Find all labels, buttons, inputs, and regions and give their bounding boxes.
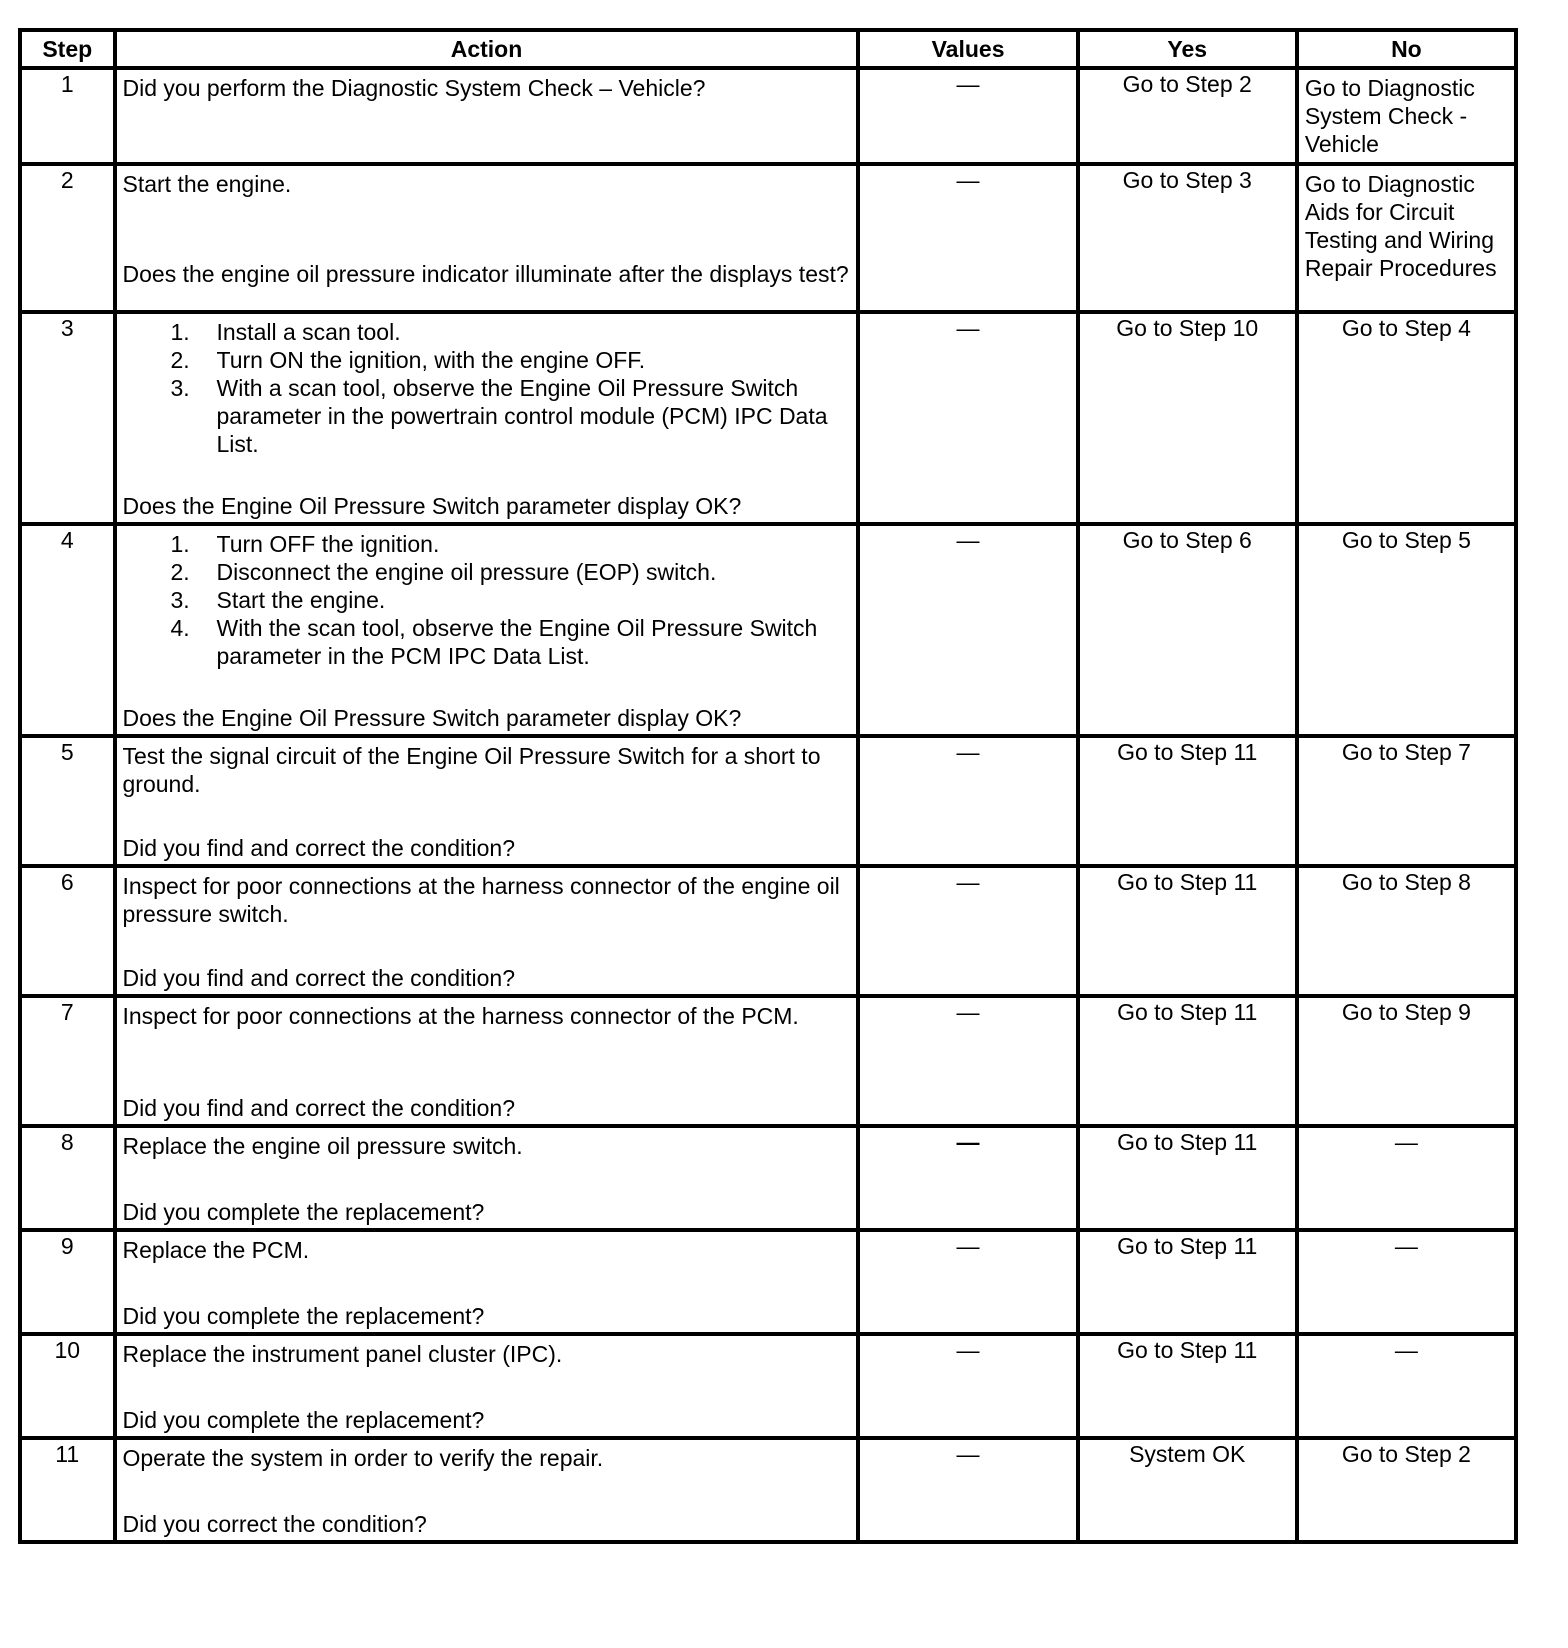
action-question: Did you complete the replacement?: [122, 1407, 485, 1433]
action-question: Did you complete the replacement?: [122, 1199, 485, 1225]
no-cell: [1297, 996, 1516, 1126]
table-row: [20, 1438, 1516, 1542]
action-question: Did you find and correct the condition?: [122, 965, 516, 991]
action-instruction: Inspect for poor connections at the harness connector of the engine oil pressure switch.: [122, 873, 840, 927]
yes-result: Go to Step 11: [1117, 1129, 1258, 1155]
list-item: Start the engine.: [216, 587, 386, 613]
no-cell: [1297, 1334, 1516, 1438]
action-question: Did you find and correct the condition?: [122, 1095, 516, 1121]
values-cell: —: [858, 736, 1077, 866]
no-cell: [1297, 1438, 1516, 1542]
yes-result: Go to Step 2: [1122, 71, 1252, 97]
step-number: 6: [20, 866, 115, 996]
action-instruction: Test the signal circuit of the Engine Oil Pressure Switch for a short to ground.: [122, 743, 821, 797]
no-cell: [1297, 736, 1516, 866]
action-cell: [115, 312, 859, 524]
yes-cell: [1078, 996, 1297, 1126]
yes-cell: [1078, 524, 1297, 736]
yes-result: Go to Step 11: [1117, 999, 1258, 1025]
no-cell: [1297, 1230, 1516, 1334]
action-question: Did you perform the Diagnostic System Check – Vehicle?: [122, 75, 706, 101]
yes-result: Go to Step 6: [1122, 527, 1252, 553]
action-instruction: Start the engine.: [122, 171, 292, 197]
action-instruction: Operate the system in order to verify the repair.: [122, 1445, 604, 1471]
step-number: 1: [20, 68, 115, 164]
yes-cell: [1078, 1334, 1297, 1438]
yes-cell: [1078, 1126, 1297, 1230]
header-no: No: [1297, 30, 1516, 68]
header-values: Values: [858, 30, 1077, 68]
action-question: Does the engine oil pressure indicator illuminate after the displays test?: [122, 261, 849, 287]
values-cell: —: [858, 524, 1077, 736]
yes-cell: [1078, 866, 1297, 996]
yes-cell: [1078, 312, 1297, 524]
step-number: 3: [20, 312, 115, 524]
no-cell: [1297, 312, 1516, 524]
values-cell: —: [858, 1230, 1077, 1334]
yes-result: Go to Step 10: [1116, 315, 1259, 341]
no-result: Go to Step 7: [1341, 739, 1471, 765]
table-row: [20, 524, 1516, 736]
no-cell: [1297, 524, 1516, 736]
values-cell: —: [858, 68, 1077, 164]
values-cell: —: [858, 996, 1077, 1126]
table-row: [20, 312, 1516, 524]
action-instruction: Replace the engine oil pressure switch.: [122, 1133, 523, 1159]
step-number: 10: [20, 1334, 115, 1438]
table-row: [20, 164, 1516, 312]
list-item: Install a scan tool.: [216, 319, 401, 345]
header-row: [20, 30, 1516, 68]
no-cell: [1297, 1126, 1516, 1230]
no-result: Go to Step 5: [1341, 527, 1471, 553]
table-row: [20, 1126, 1516, 1230]
step-number: 9: [20, 1230, 115, 1334]
header-step: Step: [20, 30, 115, 68]
yes-cell: [1078, 68, 1297, 164]
no-result: Go to Step 8: [1341, 869, 1471, 895]
action-steps-list: [123, 530, 851, 670]
header-action: Action: [115, 30, 859, 68]
table-row: [20, 68, 1516, 164]
action-cell: [115, 1230, 859, 1334]
yes-cell: [1078, 164, 1297, 312]
no-result: Go to Diagnostic Aids for Circuit Testing and Wiring Repair Procedures: [1304, 171, 1497, 281]
no-cell: [1297, 866, 1516, 996]
yes-cell: [1078, 1438, 1297, 1542]
values-cell: —: [858, 1438, 1077, 1542]
action-cell: [115, 866, 859, 996]
values-cell: —: [858, 1334, 1077, 1438]
action-question: Does the Engine Oil Pressure Switch parameter display OK?: [122, 493, 742, 519]
table-row: [20, 736, 1516, 866]
action-question: Does the Engine Oil Pressure Switch parameter display OK?: [122, 705, 742, 731]
no-result: Go to Step 9: [1341, 999, 1471, 1025]
header-yes: Yes: [1078, 30, 1297, 68]
yes-result: Go to Step 3: [1122, 167, 1252, 193]
values-cell: —: [858, 866, 1077, 996]
table-row: [20, 1334, 1516, 1438]
action-cell: [115, 68, 859, 164]
action-cell: [115, 1438, 859, 1542]
step-number: 7: [20, 996, 115, 1126]
no-result: —: [1394, 1337, 1418, 1363]
list-item: With the scan tool, observe the Engine Oil Pressure Switch parameter in the PCM IPC Data List.: [216, 615, 818, 669]
list-item: Disconnect the engine oil pressure (EOP) switch.: [216, 559, 717, 585]
action-cell: [115, 736, 859, 866]
action-question: Did you complete the replacement?: [122, 1303, 485, 1329]
step-number: 8: [20, 1126, 115, 1230]
values-cell: —: [858, 164, 1077, 312]
no-result: Go to Step 4: [1341, 315, 1471, 341]
table-row: [20, 866, 1516, 996]
no-result: —: [1394, 1233, 1418, 1259]
no-result: Go to Diagnostic System Check - Vehicle: [1304, 75, 1475, 157]
table-row: [20, 996, 1516, 1126]
diagnostic-table: [18, 28, 1518, 1544]
step-number: 2: [20, 164, 115, 312]
action-cell: [115, 1334, 859, 1438]
action-instruction: Replace the instrument panel cluster (IPC).: [122, 1341, 563, 1367]
action-question: Did you find and correct the condition?: [122, 835, 516, 861]
yes-result: Go to Step 11: [1117, 1337, 1258, 1363]
values-cell: —: [858, 312, 1077, 524]
no-result: —: [1394, 1129, 1418, 1155]
list-item: With a scan tool, observe the Engine Oil Pressure Switch parameter in the powertrain control module (PCM) IPC Data List.: [216, 375, 828, 457]
no-cell: [1297, 164, 1516, 312]
values-cell: —: [858, 1126, 1077, 1230]
yes-result: System OK: [1129, 1441, 1246, 1467]
yes-cell: [1078, 736, 1297, 866]
action-cell: [115, 1126, 859, 1230]
action-cell: [115, 164, 859, 312]
action-cell: [115, 996, 859, 1126]
action-steps-list: [123, 318, 851, 458]
table-row: [20, 1230, 1516, 1334]
action-cell: [115, 524, 859, 736]
action-instruction: Replace the PCM.: [122, 1237, 310, 1263]
yes-result: Go to Step 11: [1117, 739, 1258, 765]
step-number: 4: [20, 524, 115, 736]
action-instruction: Inspect for poor connections at the harness connector of the PCM.: [122, 1003, 799, 1029]
yes-result: Go to Step 11: [1117, 869, 1258, 895]
step-number: 5: [20, 736, 115, 866]
yes-cell: [1078, 1230, 1297, 1334]
list-item: Turn ON the ignition, with the engine OFF.: [216, 347, 646, 373]
list-item: Turn OFF the ignition.: [216, 531, 440, 557]
no-cell: [1297, 68, 1516, 164]
yes-result: Go to Step 11: [1117, 1233, 1258, 1259]
action-question: Did you correct the condition?: [122, 1511, 427, 1537]
no-result: Go to Step 2: [1341, 1441, 1471, 1467]
step-number: 11: [20, 1438, 115, 1542]
